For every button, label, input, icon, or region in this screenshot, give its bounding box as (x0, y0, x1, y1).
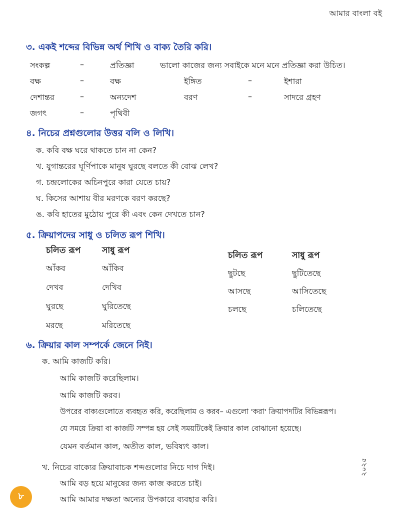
book-title-header: আমার বাংলা বই (329, 9, 382, 18)
sec6-kha-line-1: আমি বড় হয়ে মানুষের জন্য কাজ করতে চাই। (60, 479, 202, 488)
sec3-row-2-dash2: – (248, 76, 252, 85)
sec3-row-3-word2: বরণ (184, 93, 198, 102)
sec6-ka-line-4: যে সময়ে ক্রিয়া বা কাজটি সম্পন্ন হয় সেই সময়টিকেই ক্রিয়ার কাল বোঝানো হয়েছে। (60, 424, 302, 433)
section-4 (26, 126, 174, 141)
left-cholito-header: চলিত রূপ (46, 246, 81, 256)
section-6 (26, 338, 152, 353)
left-sadhu-3: ঘুরিতেছে (102, 302, 131, 311)
right-sadhu-1: ছুটিতেছে (292, 269, 321, 278)
sec3-row-2-meaning: বক্ষ (110, 77, 121, 86)
edition-year-tag: ২০২৫ (360, 458, 368, 477)
sec4-question-uma: ঙ. কবি হাতের মুঠোয় পুরে কী এবং কেন দেখতে চান? (36, 210, 205, 219)
sec3-row-1-dash: – (80, 60, 84, 69)
sec3-row-2-word2: ইঙ্গিত (184, 77, 202, 86)
sec3-row-3-word: দেশান্তর (30, 93, 55, 102)
left-sadhu-4: মরিতেছে (102, 321, 131, 330)
sec3-row-1-sentence: ভালো কাজের জন্য সবাইকে মনে মনে প্রতিজ্ঞা করা উচিত। (160, 61, 346, 70)
sec3-row-4-dash: – (80, 108, 84, 117)
right-sadhu-header: সাধু রূপ (292, 251, 320, 261)
sec6-ka-label: ক. আমি কাজটি করি। (42, 357, 111, 366)
left-cholito-4: মরছে (46, 321, 63, 330)
right-cholito-header: চলিত রূপ (228, 251, 263, 261)
section-5 (26, 228, 165, 243)
left-sadhu-1: আঁকিব (102, 264, 124, 273)
sec3-row-3-dash2: – (248, 92, 252, 101)
sec3-row-4-word: জগৎ (30, 109, 47, 118)
sec3-row-2-word: বক্ষ (30, 77, 41, 86)
sec6-kha-line-2: আমি আমার দক্ষতা অন্যের উপকারে ব্যবহার করি। (60, 495, 217, 504)
sec3-row-1-meaning: প্রতিজ্ঞা (110, 61, 135, 70)
sec6-ka-line-1: আমি কাজটি করেছিলাম। (60, 374, 139, 383)
right-cholito-3: চলছে (228, 305, 247, 314)
sec4-question-ga: গ. চন্দ্রলোকের অচিনপুরে কারা যেতে চায়? (36, 178, 171, 187)
sec6-ka-line-5: যেমন বর্তমান কাল, অতীত কাল, ভবিষ্যৎ কাল। (60, 442, 209, 451)
sec3-row-4-meaning: পৃথিবী (110, 109, 130, 118)
right-sadhu-2: আসিতেছে (292, 287, 327, 296)
sec6-ka-line-3: উপরের বাক্যগুলোতে ব্যবহৃত করি, করেছিলাম ও করব– এগুলো 'করা' ক্রিয়াপদটির বিভিন্নরূপ। (60, 407, 337, 416)
sec6-kha-label: খ. নিচের বাক্যের ক্রিয়াবাচক শব্দগুলোর নিচে দাগ দিই। (42, 463, 215, 472)
section-3 (26, 40, 212, 55)
sec4-question-ka: ক. কবি বক্ষ ঘরে থাকতে চান না কেন? (36, 146, 157, 155)
left-cholito-2: দেখব (46, 283, 64, 292)
sec4-question-kha: খ. যুগান্তরের ঘূর্ণিপাকে মানুষ ঘুরছে বলতে কী বোঝ লেখ? (36, 162, 219, 171)
left-cholito-3: ঘুরছে (46, 302, 64, 311)
page-number-badge: ৮ (10, 486, 32, 508)
sec3-row-2-dash: – (80, 76, 84, 85)
sec3-row-3-dash: – (80, 92, 84, 101)
sec3-row-3-meaning2: সাদরে গ্রহণ (284, 93, 321, 102)
sec3-row-3-meaning: অন্যদেশ (110, 93, 137, 102)
sec3-row-1-word: সংকল্প (30, 61, 51, 70)
right-cholito-2: আসছে (228, 287, 251, 296)
left-sadhu-2: দেখিব (102, 283, 122, 292)
left-sadhu-header: সাধু রূপ (102, 246, 130, 256)
sec4-question-gha: ঘ. কিসের আশায় বীর মরণকে বরণ করছে? (36, 194, 171, 203)
right-cholito-1: ছুটছে (228, 269, 246, 278)
sec6-ka-line-2: আমি কাজটি করব। (60, 391, 121, 400)
section-6-title: ৬. ক্রিয়ার কাল সম্পর্কে জেনে নিই। (26, 341, 153, 351)
section-3-title: ৩. একই শব্দের বিভিন্ন অর্থ শিখি ও বাক্য তৈরি করি। (26, 43, 212, 53)
right-sadhu-3: চলিতেছে (292, 305, 322, 314)
section-4-title: ৪. নিচের প্রশ্নগুলোর উত্তর বলি ও লিখি। (26, 129, 174, 139)
sec3-row-2-meaning2: ইশারা (284, 77, 302, 86)
left-cholito-1: আঁকব (46, 264, 66, 273)
section-5-title: ৫. ক্রিয়াপদের সাধু ও চলিত রূপ শিখি। (26, 231, 165, 241)
